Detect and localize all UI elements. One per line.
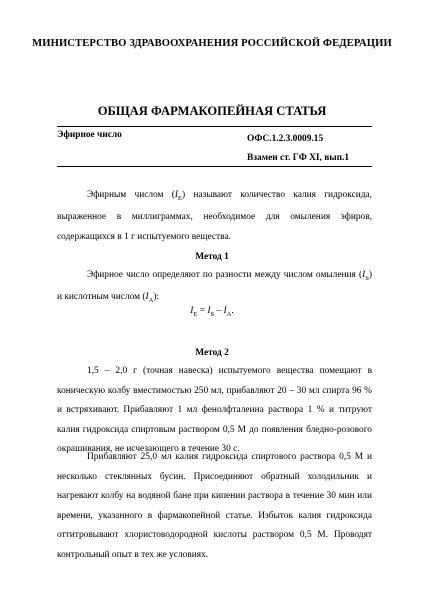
method2-paragraph-1: 1,5 – 2,0 г (точная навеска) испытуемого вещества помещают в коническую колбу вместимостью 250 мл, прибавляют 20 – 30 мл спирта 96 % и встряхивают. Прибавляют 1 мл фенолфталеина раствора 1 % и титруют калия гидроксида спиртовым раствором 0,5 М до появления бледно-розового окрашивания, не исчезающего в течение 30 с. xyxy=(57,366,372,454)
intro-paragraph: Эфирным числом $(I_Е)$ называют количество калия гидроксида, выраженное в миллиграммах, необходимое для омыления эфиров, содержащихся в 1 г испытуемого вещества. xyxy=(57,190,372,242)
article-code: ОФС.1.2.3.0009.15 xyxy=(247,134,324,144)
method1-heading: Метод 1 xyxy=(195,252,229,262)
method1-paragraph: Эфирное число определяют по разности между числом омыления $(I_S)$ и кислотным числом $(I_A)$: xyxy=(57,270,372,305)
header-rule-bottom xyxy=(57,166,372,167)
article-name: Эфирное число xyxy=(57,130,122,140)
document-title: ОБЩАЯ ФАРМАКОПЕЙНАЯ СТАТЬЯ xyxy=(97,104,327,118)
header-rule-top xyxy=(57,126,372,127)
method2-heading: Метод 2 xyxy=(195,348,229,358)
ministry-header: МИНИСТЕРСТВО ЗДРАВООХРАНЕНИЯ РОССИЙСКОЙ ФЕДЕРАЦИИ xyxy=(32,38,392,49)
method2-paragraph-2: Прибавляют 25,0 мл калия гидроксида спиртового раствора 0,5 М и несколько стеклянных бусин. Присоединяют обратный холодильник и нагревают колбу на водяной бане при кипении раствора в течение 30 мин или времени, указанного в фармакопейной статье. Избыток калия гидроксида оттитровывают хлористоводородной кислоты раствором 0,5 М. Проводят контрольный опыт в тех же условиях. xyxy=(57,452,372,560)
article-meta xyxy=(247,130,349,168)
replaces-note: Взамен ст. ГФ XI, вып.1 xyxy=(247,153,350,163)
ester-number-formula: $I_E = I_S - I_A$. xyxy=(190,306,234,318)
